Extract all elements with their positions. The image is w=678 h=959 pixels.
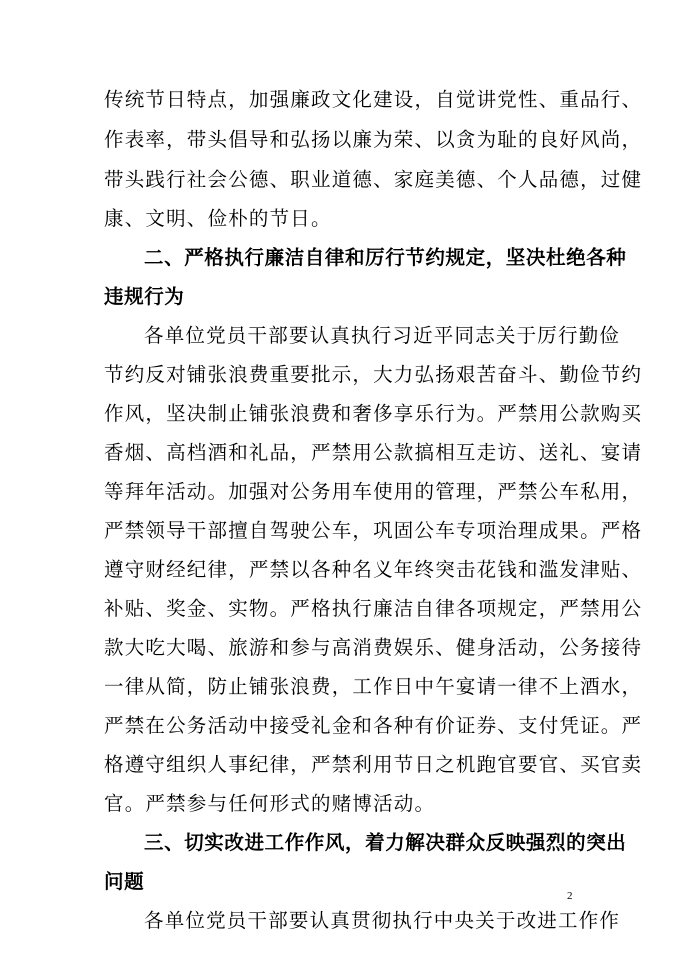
body-text-line: 格遵守组织人事纪律，严禁利用节日之机跑官要官、买官卖 [104,753,643,776]
body-text-line: 作表率，带头倡导和弘扬以廉为荣、以贪为耻的良好风尚， [104,128,643,151]
section-heading-2: 二、严格执行廉洁自律和厉行节约规定，坚决杜绝各种 [144,246,627,269]
body-text-line: 遵守财经纪律，严禁以各种名义年终突击花钱和滥发津贴、 [104,558,643,581]
body-text-line: 款大吃大喝、旅游和参与高消费娱乐、健身活动，公务接待 [104,636,643,659]
body-text-line: 节约反对铺张浪费重要批示，大力弘扬艰苦奋斗、勤俭节约 [104,363,643,386]
section-heading-3: 三、切实改进工作作风，着力解决群众反映强烈的突出 [144,831,627,854]
body-text-line: 带头践行社会公德、职业道德、家庭美德、个人品德，过健 [104,168,643,191]
page-number: 2 [567,890,573,902]
section-heading-2-continued: 违规行为 [104,285,185,308]
body-text-line: 康、文明、俭朴的节日。 [104,207,332,230]
body-text-line: 传统节日特点，加强廉政文化建设，自觉讲党性、重品行、 [104,88,643,111]
body-text-line: 香烟、高档酒和礼品，严禁用公款搞相互走访、送礼、宴请 [104,441,643,464]
section-heading-3-continued: 问题 [104,870,145,893]
body-text-line: 官。严禁参与任何形式的赌博活动。 [104,792,436,815]
body-text-line: 严禁领导干部擅自驾驶公车，巩固公车专项治理成果。严格 [104,519,643,542]
paragraph-start: 各单位党员干部要认真贯彻执行中央关于改进工作作 [144,909,621,932]
body-text-line: 等拜年活动。加强对公务用车使用的管理，严禁公车私用， [104,480,643,503]
paragraph-start: 各单位党员干部要认真执行习近平同志关于厉行勤俭 [144,324,621,347]
body-text-line: 一律从简，防止铺张浪费，工作日中午宴请一律不上酒水， [104,675,643,698]
body-text-line: 严禁在公务活动中接受礼金和各种有价证券、支付凭证。严 [104,714,643,737]
body-text-line: 作风，坚决制止铺张浪费和奢侈享乐行为。严禁用公款购买 [104,402,643,425]
body-text-line: 补贴、奖金、实物。严格执行廉洁自律各项规定，严禁用公 [104,597,643,620]
